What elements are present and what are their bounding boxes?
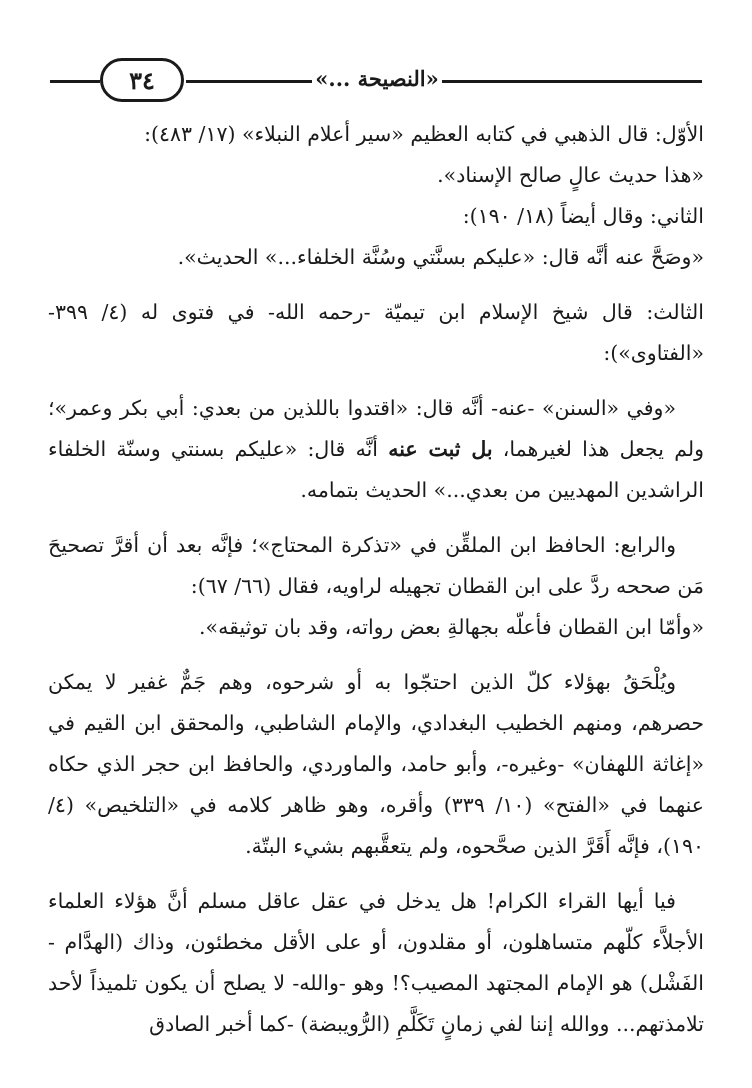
paragraph-others: ويُلْحَقُ بهؤلاء كلّ الذين احتجّوا به أو شرحوه، وهم جَمٌّ غفير لا يمكن حصرهم، ومنهم الخطيب البغدادي، والإمام الشاطبي، والمحقق ابن القيم في «إغاثة اللهفان» -وغيره-، وأبو حامد، والماوردي، والحافظ ابن حجر الذي حكاه عنهما في «الفتح» (١٠/ ٣٣٩) وأقره، وهو ظاهر كلامه في «التلخيص» (٤/ ١٩٠)، فإنَّه أَقَرَّ الذين صحَّحوه، ولم يتعقَّبهم بشيء البتّة. (48, 670, 704, 858)
bold-phrase: بل ثبت عنه (388, 437, 493, 461)
header-rule-right (442, 80, 702, 83)
page-header (0, 0, 752, 120)
paragraph-fourth-witness: والرابع: الحافظ ابن الملقِّن في «تذكرة المحتاج»؛ فإنَّه بعد أن أقرَّ تصحيحَ مَن صححه ردَّ على ابن القطان تجهيله لراويه، فقال (٦٦/ ٦٧): (48, 533, 704, 598)
paragraph-address-readers: فيا أيها القراء الكرام! هل يدخل في عقل عاقل مسلم أنَّ هؤلاء العلماء الأجلاَّء كلّهم متساهلون، أو مقلدون، أو على الأقل مخطئون، وذاك (الهدَّام - الفَشْل) هو الإمام المجتهد المصيب؟! وهو -والله- لا يصلح أن يكون تلميذاً لأحد تلامذتهم... ووالله إننا لفي زمانٍ تَكَلَّمِ (الرُّويبضة) -كما أخبر الصادق (48, 889, 704, 1036)
quote-dhahabi-second: «وصَحَّ عنه أنَّه قال: «عليكم بسنَّتي وسُنَّة الخلفاء...» الحديث». (177, 245, 704, 269)
header-rule-middle (186, 80, 312, 83)
page-number: ٣٤ (100, 58, 184, 102)
running-title: «النصيحة ...» (315, 66, 439, 91)
page-body (48, 114, 704, 1045)
quote-dhahabi: «هذا حديث عالٍ صالح الإسناد». (437, 163, 704, 187)
paragraph-second-witness: الثاني: وقال أيضاً (١٨/ ١٩٠): (462, 204, 704, 228)
quote-ibn-taymiyyah (48, 388, 704, 511)
paragraph-first-witness: الأوّل: قال الذهبي في كتابه العظيم «سير أعلام النبلاء» (١٧/ ٤٨٣): (144, 122, 704, 146)
quote-ibn-taymiyyah-end: أنَّه قال: «عليكم بسنتي وسنّة الخلفاء الراشدين المهديين من بعدي...» الحديث بتمامه. (48, 437, 704, 502)
quote-ibn-taymiyyah-start: «وفي «السنن» -عنه- أنَّه قال: «اقتدوا باللذين من بعدي: أبي بكر وعمر»؛ ولم يجعل هذا لغيرهما، (48, 396, 704, 461)
quote-ibn-al-mulaqqin: «وأمّا ابن القطان فأعلّه بجهالةِ بعض رواته، وقد بان توثيقه». (199, 615, 704, 639)
header-rule-left (50, 80, 100, 83)
paragraph-third-witness: الثالث: قال شيخ الإسلام ابن تيميّة -رحمه الله- في فتوى له (٤/ ٣٩٩- «الفتاوى»): (48, 300, 704, 365)
